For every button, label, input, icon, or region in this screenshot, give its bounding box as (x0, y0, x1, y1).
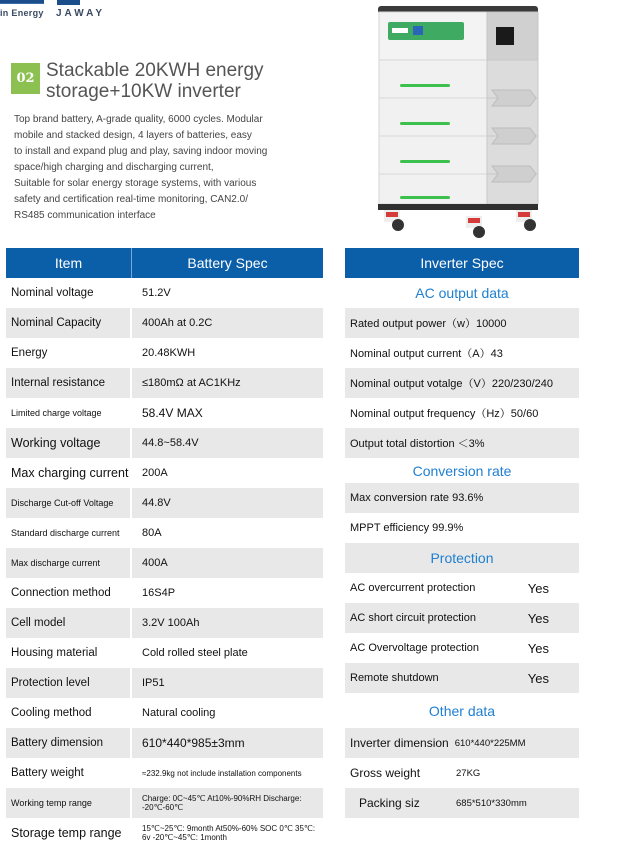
row-value: IP51 (142, 677, 165, 689)
row-value: 27KG (456, 767, 481, 779)
table-row (6, 278, 323, 308)
inverter-spec-table (345, 248, 579, 818)
row-value: 400Ah at 0.2C (142, 317, 213, 329)
section-number-badge: 02 (11, 63, 40, 94)
row-value: Yes (527, 670, 549, 686)
row-value: Yes (527, 640, 549, 656)
table-row (6, 488, 323, 518)
table-row (6, 398, 323, 428)
header-item: Item (6, 248, 132, 278)
row-label: Standard discharge current (6, 518, 132, 548)
section-other-data: Other data (428, 702, 496, 719)
header-battery-spec: Battery Spec (187, 255, 268, 271)
row-value: Yes (527, 610, 549, 626)
row-value: 400A (142, 557, 168, 569)
row-value: 200A (142, 467, 168, 479)
row-label: Working voltage (6, 428, 132, 458)
table-row (345, 633, 579, 663)
row-label: Packing siz (359, 796, 420, 810)
table-row: MPPT efficiency 99.9% (350, 522, 464, 534)
section-ac-output: AC output data (415, 285, 509, 301)
table-row: Rated output power（w）10000 (345, 308, 579, 338)
table-row (6, 548, 323, 578)
table-row (6, 638, 323, 668)
row-value: 58.4V MAX (142, 406, 203, 420)
row-label: Cell model (6, 608, 132, 638)
description-line: RS485 communication interface (14, 210, 156, 221)
description-line: Top brand battery, A-grade quality, 6000 cycles. Modular (14, 114, 263, 125)
table-row (6, 428, 323, 458)
row-value: 51.2V (142, 287, 171, 299)
table-row (6, 518, 323, 548)
table-row (6, 578, 323, 608)
row-label: Connection method (6, 578, 132, 608)
row-label: Remote shutdown (350, 672, 439, 684)
table-row (345, 728, 579, 758)
battery-layers (379, 60, 538, 204)
table-row (6, 308, 323, 338)
table-row (6, 758, 323, 788)
row-value: 44.8~58.4V (142, 437, 199, 449)
table-row (6, 788, 323, 818)
row-label: Nominal voltage (6, 278, 132, 308)
row-value: 3.2V 100Ah (142, 617, 200, 629)
table-row (6, 368, 323, 398)
row-label: Protection level (6, 668, 132, 698)
table-row: Max conversion rate 93.6% (345, 483, 579, 513)
table-row (6, 668, 323, 698)
description-line: mobile and stacked design, 4 layers of batteries, easy (14, 130, 252, 141)
row-value: 610*440*985±3mm (142, 736, 245, 750)
wheels (384, 210, 536, 238)
table-row (345, 788, 579, 818)
row-label: AC overcurrent protection (350, 582, 476, 594)
section-protection: Protection (345, 543, 579, 573)
row-value: 610*440*225MM (454, 737, 526, 749)
row-label: Max charging current (6, 458, 132, 488)
table-row: Nominal output current（A）43 (350, 348, 503, 360)
table-row (345, 758, 579, 788)
table-row (6, 458, 323, 488)
table-row: Output total distortion ＜3% (345, 428, 579, 458)
battery-spec-table (6, 248, 323, 841)
table-row (6, 608, 323, 638)
row-label: Internal resistance (6, 368, 132, 398)
row-value: ≈232.9kg not include installation components (142, 768, 302, 778)
row-value: Cold rolled steel plate (142, 647, 248, 659)
row-label: Housing material (6, 638, 132, 668)
table-row (6, 728, 323, 758)
row-value: 685*510*330mm (456, 797, 527, 809)
product-description (14, 112, 284, 224)
row-label: AC short circuit protection (350, 612, 476, 624)
row-label: Energy (6, 338, 132, 368)
row-label: Storage temp range (6, 818, 132, 841)
row-label: AC Overvoltage protection (350, 642, 480, 654)
row-label: Working temp range (6, 788, 132, 818)
description-line: space/high charging and discharging current, (14, 162, 214, 173)
table-row (6, 338, 323, 368)
logo-left-text: in Energy (0, 8, 44, 18)
brand-logos (0, 0, 130, 22)
row-value: 80A (142, 527, 162, 539)
logo-right-mark (57, 0, 80, 5)
description-line: Suitable for solar energy storage systems, with various (14, 178, 257, 189)
row-label: Nominal Capacity (6, 308, 132, 338)
row-label: Limited charge voltage (6, 398, 132, 428)
row-label: Battery weight (6, 758, 132, 788)
battery-cabinet-illustration (378, 2, 600, 238)
product-image (378, 2, 600, 238)
inverter-table-header (345, 248, 579, 278)
row-label: Gross weight (350, 766, 421, 780)
row-label: Discharge Cut-off Voltage (6, 488, 132, 518)
table-row (345, 603, 579, 633)
row-label: Battery dimension (6, 728, 132, 758)
row-value: Charge: 0C~45℃ At10%-90%RH Discharge: -20℃-60℃ (142, 794, 302, 812)
row-label: Inverter dimension (350, 736, 449, 750)
table-row (6, 818, 323, 841)
row-value: 15℃~25℃: 9month At50%-60% SOC 0℃ 35℃: 6v -20℃~45℃: 1month (142, 824, 316, 841)
table-row: Nominal output frequency（Hz）50/60 (350, 408, 539, 420)
page-title (46, 60, 306, 102)
table-row: Nominal output votalge（V）220/230/240 (345, 368, 579, 398)
row-value: Natural cooling (142, 707, 216, 719)
row-value: ≤180mΩ at AC1KHz (142, 377, 241, 389)
battery-table-header (6, 248, 323, 278)
description-line: to install and expand plug and play, saving indoor moving (14, 146, 268, 157)
title-line-1: Stackable 20KWH energy (46, 60, 264, 81)
table-row (345, 573, 579, 603)
table-row (345, 663, 579, 693)
title-line-2: storage+10KW inverter (46, 81, 241, 102)
header-inverter-spec: Inverter Spec (420, 255, 504, 271)
row-value: 16S4P (142, 587, 176, 599)
table-row (6, 698, 323, 728)
row-label: Max discharge current (6, 548, 132, 578)
row-value: 44.8V (142, 497, 171, 509)
section-conversion-rate: Conversion rate (412, 462, 512, 479)
row-value: 20.48KWH (142, 347, 196, 359)
description-line: safety and certification real-time monitoring, CAN2.0/ (14, 194, 248, 205)
logo-left-mark (0, 0, 44, 4)
row-label: Cooling method (6, 698, 132, 728)
row-value: Yes (527, 580, 549, 596)
logo-right-text: JAWAY (56, 8, 106, 19)
